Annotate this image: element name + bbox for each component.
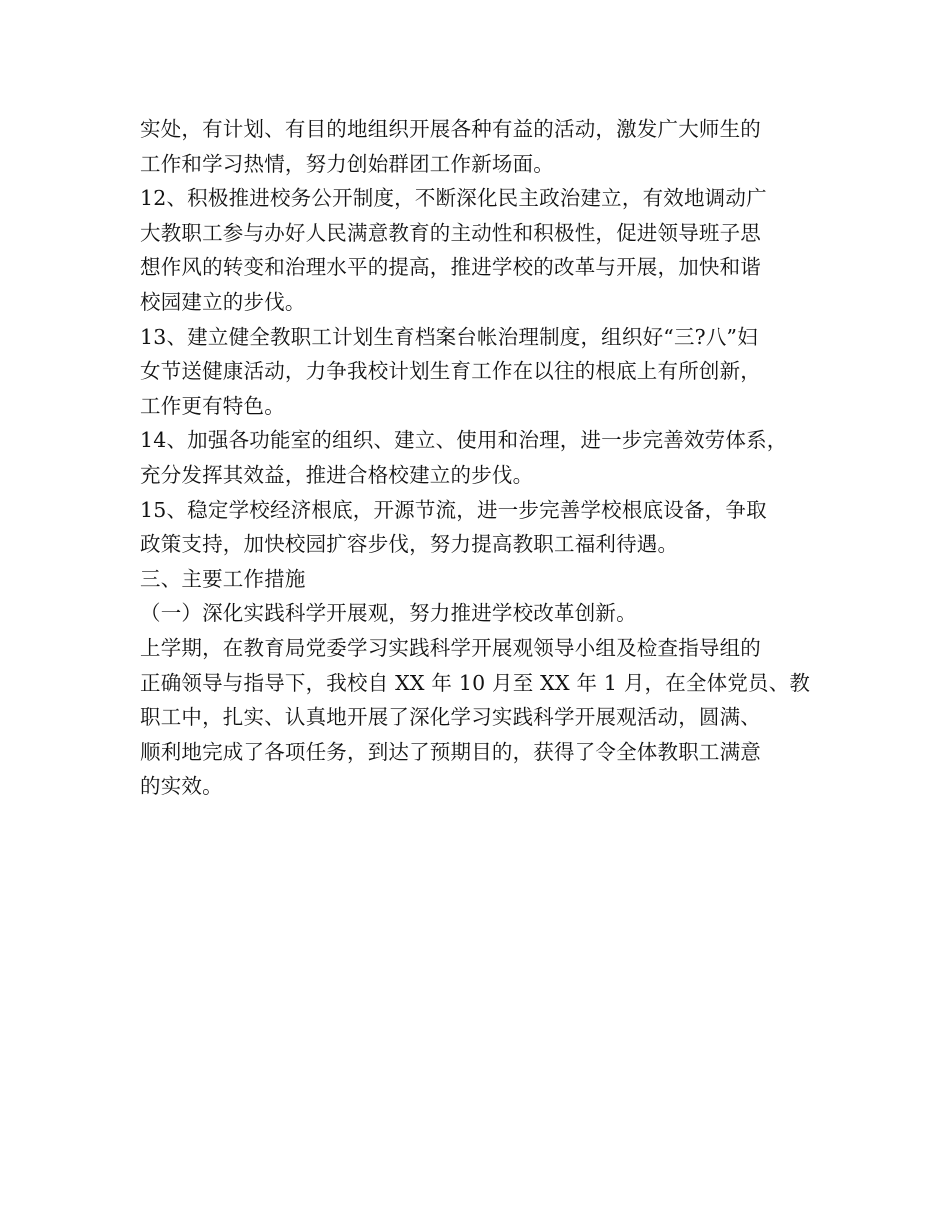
text-line: 上学期，在教育局党委学习实践科学开展观领导小组及检查指导组的 — [140, 635, 761, 660]
section-heading: 三、主要工作措施 — [140, 566, 306, 591]
text-line: 充分发挥其效益，推进合格校建立的步伐。 — [140, 462, 534, 487]
text-line: 政策支持，加快校园扩容步伐，努力提高教职工福利待遇。 — [140, 532, 679, 557]
text-line: 顺利地完成了各项任务，到达了预期目的，获得了令全体教职工满意 — [140, 739, 761, 764]
text-line: 工作和学习热情，努力创始群团工作新场面。 — [140, 151, 554, 176]
subsection-heading: （一）深化实践科学开展观，努力推进学校改革创新。 — [140, 601, 637, 626]
text-line: 正确领导与指导下，我校自 XX 年 10 月至 XX 年 1 月，在全体党员、教 — [140, 670, 811, 695]
text-line: 工作更有特色。 — [140, 393, 285, 418]
text-line: 女节送健康活动，力争我校计划生育工作在以往的根底上有所创新， — [140, 359, 761, 384]
text-line: 想作风的转变和治理水平的提高，推进学校的改革与开展，加快和谐 — [140, 255, 761, 280]
text-line: 实处，有计划、有目的地组织开展各种有益的活动，激发广大师生的 — [140, 117, 761, 141]
text-line: 14、加强各功能室的组织、建立、使用和治理，进一步完善效劳体系， — [140, 428, 788, 453]
body-text — [140, 112, 840, 804]
text-line: 的实效。 — [140, 774, 223, 799]
text-line: 大教职工参与办好人民满意教育的主动性和积极性，促进领导班子思 — [140, 220, 761, 245]
text-line: 13、建立健全教职工计划生育档案台帐治理制度，组织好“三?八”妇 — [140, 324, 758, 349]
text-line: 校园建立的步伐。 — [140, 289, 306, 314]
text-line: 15、稳定学校经济根底，开源节流，进一步完善学校根底设备，争取 — [140, 497, 767, 522]
text-line: 职工中，扎实、认真地开展了深化学习实践科学开展观活动，圆满、 — [140, 705, 761, 730]
text-line: 12、积极推进校务公开制度，不断深化民主政治建立，有效地调动广 — [140, 186, 767, 211]
